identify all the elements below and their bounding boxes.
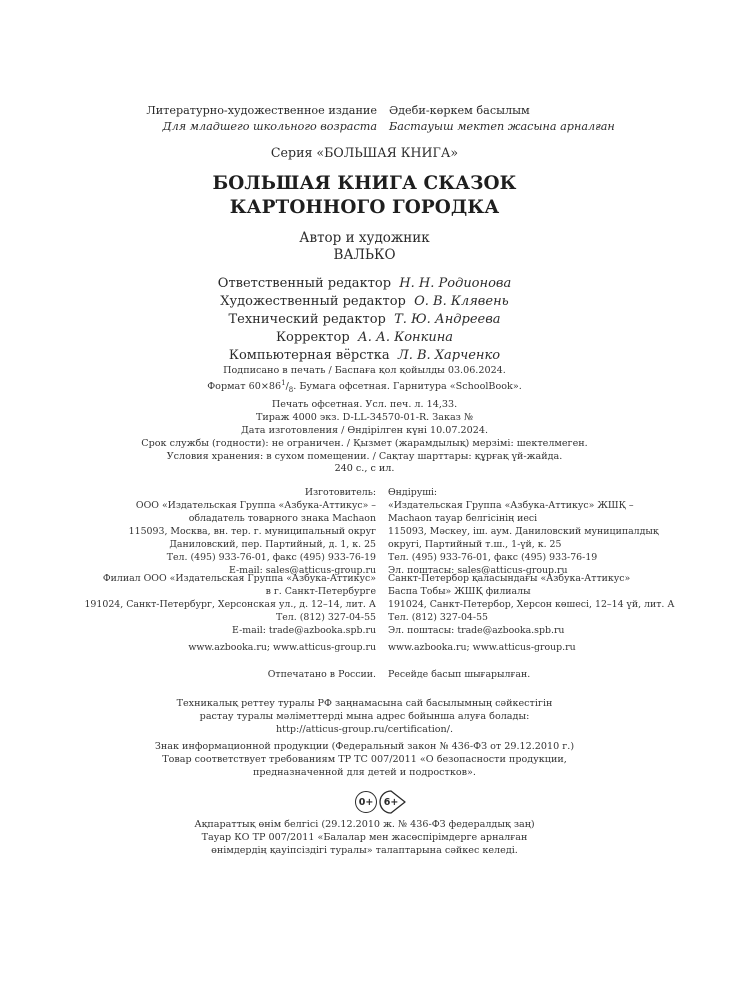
branch-line: Филиал ООО «Издательская Группа «Азбука-Аттикус» — [102, 573, 376, 584]
branch-line: в г. Санкт-Петербурге — [265, 586, 376, 597]
staff-row — [0, 347, 729, 365]
staff-row — [0, 275, 729, 293]
manufacturer-line: Тел. (495) 933-76-01, факс (495) 933-76-19 — [388, 552, 598, 563]
staff-row — [0, 329, 729, 347]
manufacturer-line: Өндіруші: — [388, 487, 438, 498]
branch-email: E-mail: trade@azbooka.spb.ru — [232, 625, 376, 636]
staff-name: Н. Н. Родионова — [399, 276, 512, 291]
edition-type-ru: Литературно-художественное издание — [146, 104, 377, 117]
staff-name: О. В. Клявень — [414, 294, 509, 309]
book-title — [0, 172, 729, 220]
branch-line: Тел. (812) 327-04-55 — [276, 612, 376, 623]
branch-line: Санкт-Петербор қаласындағы «Азбука-Аттикус» — [388, 573, 631, 584]
printed-in-ru: Отпечатано в России. — [267, 669, 376, 680]
edition-type-kz: Әдеби-көркем басылым — [389, 104, 530, 117]
age-group-kz: Бастауыш мектеп жасына арналған — [389, 119, 615, 133]
branch-line: Тел. (812) 327-04-55 — [388, 612, 488, 623]
manufacturer-line: Тел. (495) 933-76-01, факс (495) 933-76-19 — [166, 552, 376, 563]
print-run: Тираж 4000 экз. D-LL-34570-01-R. Заказ № — [255, 411, 474, 423]
manufacturer-line: Machaon тауар белгісінің иесі — [388, 513, 538, 524]
staff-role: Технический редактор — [228, 312, 386, 327]
age-group-ru: Для младшего школьного возраста — [162, 119, 377, 133]
manufacturer-line: ООО «Издательская Группа «Азбука-Аттикус» – — [135, 500, 376, 511]
kz-line: өнімдердің қауіпсіздігі туралы» талаптарына сәйкес келеді. — [211, 845, 518, 856]
info-product-note-kz — [0, 818, 729, 857]
staff-role: Ответственный редактор — [217, 276, 392, 291]
print-type: Печать офсетная. Усл. печ. л. 14,33. — [271, 398, 458, 410]
manufacturer-email: Эл. поштасы: sales@atticus-group.ru — [388, 565, 568, 576]
certification-note — [0, 697, 729, 736]
staff-role: Корректор — [275, 330, 350, 345]
author-role: Автор и художник — [299, 230, 430, 246]
staff-name: Т. Ю. Андреева — [394, 312, 501, 327]
manufacture-date: Дата изготовления / Өндірілген күні 10.07.2024. — [240, 424, 489, 436]
cert-url: http://atticus-group.ru/certification/. — [275, 724, 454, 735]
format-fraction-den: 8 — [288, 386, 294, 395]
print-details — [0, 364, 729, 464]
staff-row — [0, 311, 729, 329]
cert-line: растау туралы мәліметтерді мына адрес бойынша алуға болады: — [199, 711, 530, 722]
edition-header-ru — [146, 103, 377, 134]
info-line: Товар соответствует требованиям ТР ТС 007/2011 «О безопасности продукции, — [162, 754, 567, 765]
cert-line: Техникалық реттеу туралы РФ заңнамасына сай басылымның сәйкестігін — [176, 698, 553, 709]
branch-email: Эл. поштасы: trade@azbooka.spb.ru — [388, 625, 565, 636]
age-rating-6-badge — [379, 790, 407, 814]
info-product-note — [0, 740, 729, 779]
staff-name: Л. В. Харченко — [397, 348, 501, 363]
manufacturer-kz — [388, 486, 659, 577]
author-block — [0, 230, 729, 264]
edition-header-kz — [389, 103, 615, 134]
manufacturer-line: «Издательская Группа «Азбука-Аттикус» ЖШҚ – — [388, 500, 634, 511]
branch-line: 191024, Санкт-Петербург, Херсонская ул., д. 12–14, лит. А — [84, 599, 376, 610]
kz-line: Тауар КО ТР 007/2011 «Балалар мен жасөспірімдерге арналған — [201, 832, 528, 843]
branch-line: 191024, Санкт-Петербор, Херсон көшесі, 12–14 үй, лит. А — [388, 599, 675, 610]
manufacturer-line: обладатель товарного знака Machaon — [188, 513, 376, 524]
signed-date: Подписано в печать / Баспаға қол қойылды 03.06.2024. — [223, 365, 506, 376]
kz-line: Ақпараттық өнім белгісі (29.12.2010 ж. № 436-ФЗ федералдық заң) — [194, 819, 535, 830]
page-count: 240 с., с ил. — [334, 463, 395, 474]
manufacturer-line: 115093, Мәскеу, іш. аум. Даниловский муниципалдық — [388, 526, 659, 537]
branch-line: Баспа Тобы» ЖШҚ филиалы — [388, 586, 531, 597]
series-line: Серия «БОЛЬШАЯ КНИГА» — [270, 145, 459, 160]
age-rating-badges — [0, 789, 729, 815]
info-line: Знак информационной продукции (Федеральный закон № 436-ФЗ от 29.12.2010 г.) — [154, 741, 575, 752]
book-title-line-2: КАРТОННОГО ГОРОДКА — [229, 197, 500, 218]
author-name: ВАЛЬКО — [333, 247, 396, 263]
service-life: Срок службы (годности): не ограничен. / Қызмет (жарамдылық) мерзімі: шектелмеген. — [141, 438, 588, 450]
format-line: Формат $60\times 86^1/_8$. Бумага офсетная. Гарнитура «SchoolBook». — [207, 379, 522, 395]
manufacturer-line: Изготовитель: — [304, 487, 376, 498]
age-rating-0-badge: 0+ — [355, 791, 377, 813]
manufacturer-email: E-mail: sales@atticus-group.ru — [229, 565, 376, 576]
staff-name: А. А. Конкина — [357, 330, 454, 345]
manufacturer-line: 115093, Москва, вн. тер. г. муниципальный округ — [128, 526, 376, 537]
manufacturer-ru — [129, 486, 376, 577]
info-line: предназначенной для детей и подростков». — [253, 767, 476, 778]
staff-role: Художественный редактор — [220, 294, 406, 309]
staff-role: Компьютерная вёрстка — [228, 348, 390, 363]
format-fraction-num: 1 — [281, 379, 286, 388]
printed-in-kz: Ресейде басып шығарылған. — [388, 669, 531, 680]
storage-conditions: Условия хранения: в сухом помещении. / Сақтау шарттары: құрғақ үй-жайда. — [166, 451, 563, 463]
manufacturer-line: округі, Партийный т.ш., 1-үй, к. 25 — [388, 539, 562, 550]
manufacturer-line: Даниловский, пер. Партийный, д. 1, к. 25 — [169, 539, 376, 550]
websites-kz: www.azbooka.ru; www.atticus-group.ru — [388, 642, 576, 653]
branch-kz — [388, 572, 675, 637]
format-suffix: . Бумага офсетная. Гарнитура «SchoolBook». — [293, 381, 522, 393]
book-title-line-1: БОЛЬШАЯ КНИГА СКАЗОК — [212, 173, 517, 194]
format-prefix: Формат 60×86 — [207, 381, 282, 393]
staff-row — [0, 293, 729, 311]
editorial-staff — [0, 275, 729, 365]
branch-ru — [84, 572, 376, 637]
websites-ru: www.azbooka.ru; www.atticus-group.ru — [188, 642, 376, 653]
age-rating-6-label: 6+ — [383, 796, 399, 808]
